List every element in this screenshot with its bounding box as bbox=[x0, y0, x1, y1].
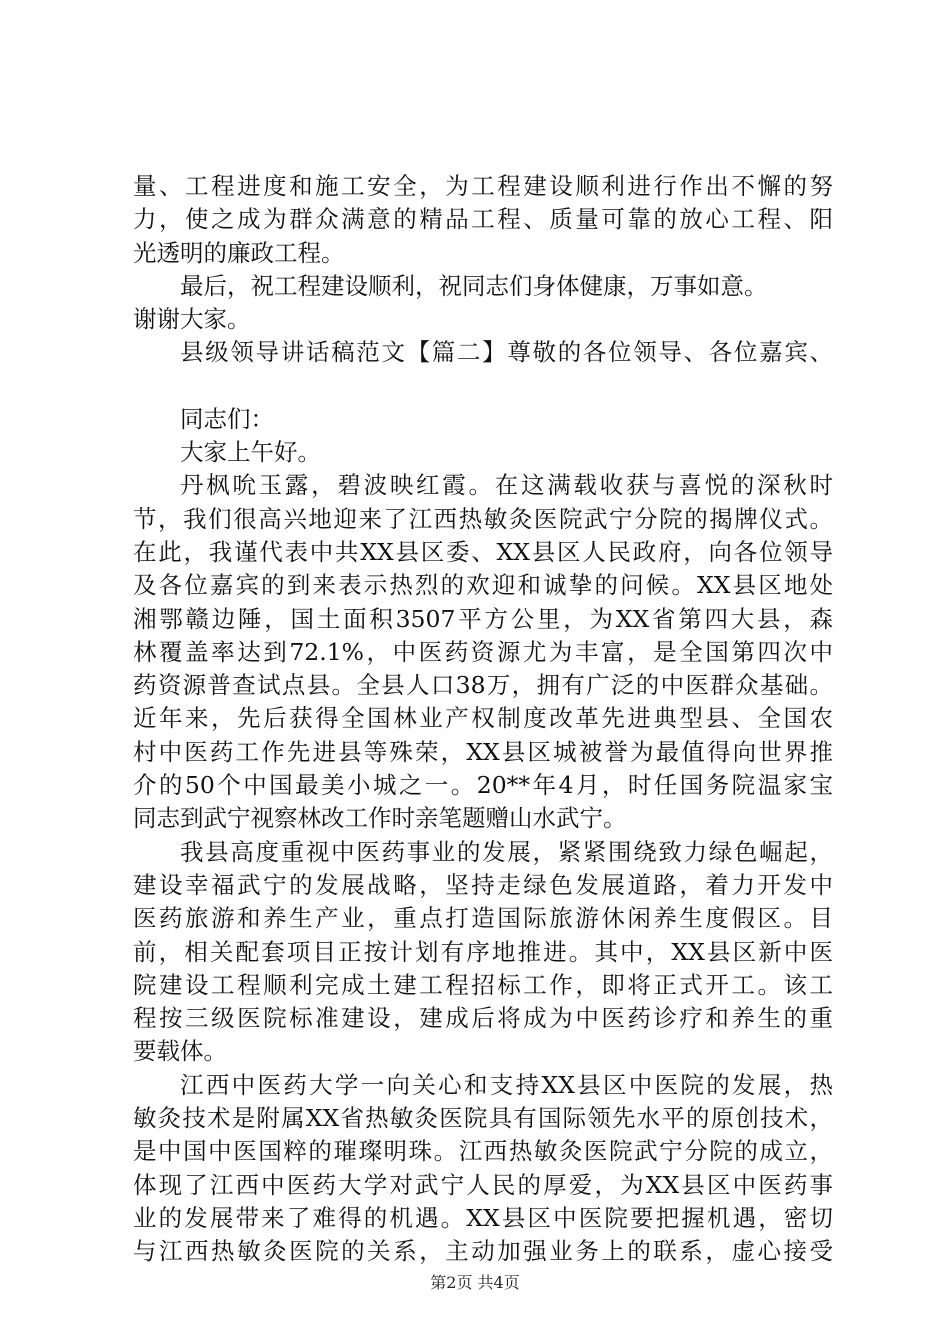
text-line: 光透明的廉政工程。 bbox=[133, 238, 345, 267]
greeting: 大家上午好。 bbox=[180, 438, 321, 467]
text-line: 与江西热敏灸医院的关系，主动加强业务上的联系，虚心接受 bbox=[133, 1237, 833, 1266]
text-line: 药资源普查试点县。全县人口38万，拥有广泛的中医群众基础。 bbox=[133, 671, 833, 700]
text-line: 业的发展带来了难得的机遇。XX县区中医院要把握机遇，密切 bbox=[133, 1203, 833, 1232]
text-line: 力，使之成为群众满意的精品工程、质量可靠的放心工程、阳 bbox=[133, 205, 833, 234]
text-line: 江西中医药大学一向关心和支持XX县区中医院的发展，热 bbox=[180, 1070, 833, 1099]
text-line: 介的50个中国最美小城之一。20**年4月，时任国务院温家宝 bbox=[133, 771, 833, 800]
text-line: 医药旅游和养生产业，重点打造国际旅游休闲养生度假区。目 bbox=[133, 904, 833, 933]
text-line: 同志到武宁视察林改工作时亲笔题赠山水武宁。 bbox=[133, 804, 627, 833]
text-line: 院建设工程顺利完成土建工程招标工作，即将正式开工。该工 bbox=[133, 970, 833, 999]
text-line: 要载体。 bbox=[133, 1037, 227, 1066]
text-line: 近年来，先后获得全国林业产权制度改革先进典型县、全国农 bbox=[133, 704, 833, 733]
text-line: 程按三级医院标准建设，建成后将成为中医药诊疗和养生的重 bbox=[133, 1004, 833, 1033]
document-body bbox=[133, 170, 833, 1269]
text-line: 湘鄂赣边陲，国土面积3507平方公里，为XX省第四大县，森 bbox=[133, 604, 833, 633]
text-line: 村中医药工作先进县等殊荣，XX县区城被誉为最值得向世界推 bbox=[133, 737, 833, 766]
text-line: 节，我们很高兴地迎来了江西热敏灸医院武宁分院的揭牌仪式。 bbox=[133, 504, 833, 533]
section-heading: 县级领导讲话稿范文【篇二】尊敬的各位领导、各位嘉宾、 bbox=[180, 338, 833, 367]
text-line: 及各位嘉宾的到来表示热烈的欢迎和诚挚的问候。XX县区地处 bbox=[133, 571, 833, 600]
text-line: 丹枫吮玉露，碧波映红霞。在这满载收获与喜悦的深秋时 bbox=[180, 471, 833, 500]
text-line: 敏灸技术是附属XX省热敏灸医院具有国际领先水平的原创技术， bbox=[133, 1104, 833, 1133]
text-line: 前，相关配套项目正按计划有序地推进。其中，XX县区新中医 bbox=[133, 937, 833, 966]
page-number-footer: 第2页 共4页 bbox=[430, 1273, 520, 1292]
text-line: 林覆盖率达到72.1%，中医药资源尤为丰富，是全国第四次中 bbox=[133, 637, 833, 666]
text-line: 体现了江西中医药大学对武宁人民的厚爱，为XX县区中医药事 bbox=[133, 1170, 833, 1199]
text-line: 我县高度重视中医药事业的发展，紧紧围绕致力绿色崛起， bbox=[180, 837, 833, 866]
text-line: 是中国中医国粹的璀璨明珠。江西热敏灸医院武宁分院的成立， bbox=[133, 1137, 833, 1166]
salutation: 同志们： bbox=[180, 404, 274, 433]
text-line: 建设幸福武宁的发展战略，坚持走绿色发展道路，着力开发中 bbox=[133, 870, 833, 899]
text-line: 谢谢大家。 bbox=[133, 305, 251, 334]
text-line: 在此，我谨代表中共XX县区委、XX县区人民政府，向各位领导 bbox=[133, 537, 833, 566]
text-line: 量、工程进度和施工安全，为工程建设顺利进行作出不懈的努 bbox=[133, 172, 833, 200]
text-line: 最后，祝工程建设顺利，祝同志们身体健康，万事如意。 bbox=[180, 271, 768, 300]
spacer bbox=[133, 370, 833, 403]
